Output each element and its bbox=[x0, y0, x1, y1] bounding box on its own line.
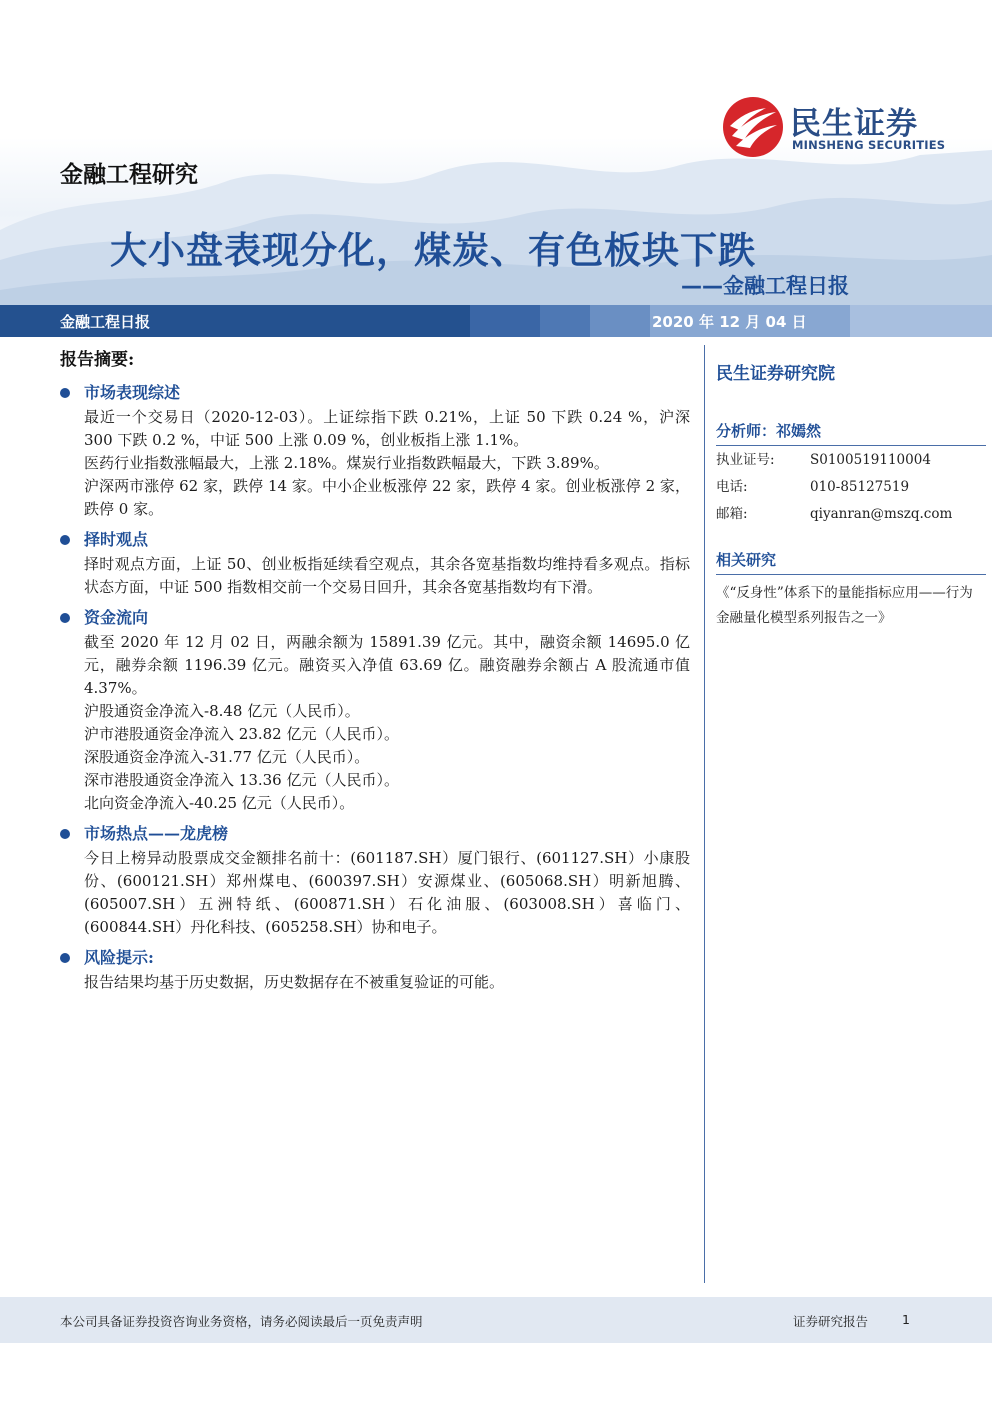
info-value: S0100519110004 bbox=[810, 452, 931, 468]
report-type-label: 金融工程日报 bbox=[60, 313, 151, 331]
page-number: 1 bbox=[902, 1312, 910, 1327]
bullet-icon bbox=[60, 953, 70, 963]
related-research-item[interactable]: 《“反身性”体系下的量能指标应用——行为金融量化模型系列报告之一》 bbox=[716, 585, 973, 626]
paragraph: 择时观点方面，上证 50、创业板指延续看空观点，其余各宽基指数均维持看多观点。指标状态方面，中证 500 指数相交前一个交易日回升，其余各宽基指数均有下滑。 bbox=[84, 555, 690, 596]
report-info-bar bbox=[0, 305, 992, 337]
summary-title: 报告摘要: bbox=[60, 350, 135, 370]
report-date: 2020 年 12 月 04 日 bbox=[652, 313, 807, 331]
paragraph: 深市港股通资金净流入 13.36 亿元（人民币）。 bbox=[84, 771, 399, 789]
logo-english-text: MINSHENG SECURITIES bbox=[792, 138, 946, 152]
report-subtitle: ——金融工程日报 bbox=[681, 274, 849, 298]
column-divider bbox=[704, 345, 705, 1283]
report-title: 大小盘表现分化，煤炭、有色板块下跌 bbox=[110, 229, 756, 272]
paragraph: 沪市港股通资金净流入 23.82 亿元（人民币）。 bbox=[84, 725, 399, 743]
paragraph: 报告结果均基于历史数据，历史数据存在不被重复验证的可能。 bbox=[84, 973, 505, 991]
paragraph: 最近一个交易日（2020-12-03）。上证综指下跌 0.21%，上证 50 下跌 0.24 %，沪深 300 下跌 0.2 %，中证 500 上涨 0.09 %，创业板指上涨 1.1%。 bbox=[84, 408, 690, 449]
info-row-email bbox=[716, 502, 986, 527]
section-heading: 资金流向 bbox=[60, 605, 690, 631]
paragraph: 截至 2020 年 12 月 02 日，两融余额为 15891.39 亿元。其中，融资余额 14695.0 亿元，融券余额 1196.39 亿元。融资买入净值 63.69 亿。融资融券余额占 A 股流通市值 4.37%。 bbox=[84, 633, 690, 697]
section-body bbox=[60, 406, 690, 521]
summary-column bbox=[60, 345, 690, 996]
paragraph: 北向资金净流入-40.25 亿元（人民币）。 bbox=[84, 794, 355, 812]
footer-disclaimer: 本公司具备证券投资咨询业务资格，请务必阅读最后一页免责声明 bbox=[60, 1314, 423, 1329]
info-label: 执业证号: bbox=[716, 452, 775, 468]
section-heading: 市场表现综述 bbox=[60, 380, 690, 406]
minsheng-logo-icon bbox=[722, 96, 784, 158]
section-body bbox=[60, 971, 690, 994]
section-market-overview bbox=[60, 380, 690, 521]
institute-name: 民生证券研究院 bbox=[716, 364, 835, 384]
section-heading: 风险提示: bbox=[60, 945, 690, 971]
info-row-phone bbox=[716, 475, 986, 500]
email-link[interactable]: qiyanran@mszq.com bbox=[810, 506, 953, 522]
section-body bbox=[60, 847, 690, 939]
section-heading: 市场热点——龙虎榜 bbox=[60, 821, 690, 847]
info-row-license bbox=[716, 448, 986, 473]
paragraph: 沪深两市涨停 62 家，跌停 14 家。中小企业板涨停 22 家，跌停 4 家。创业板涨停 2 家，跌停 0 家。 bbox=[84, 477, 690, 518]
logo-chinese-text: 民生证券 bbox=[790, 106, 918, 142]
paragraph: 今日上榜异动股票成交金额排名前十：(601187.SH）厦门银行、(601127.SH）小康股份、(600121.SH）郑州煤电、(600397.SH）安源煤业、(605068.SH）明新旭腾、(605007.SH）五洲特纸、(600871.SH）石化油服、(603008.SH）喜临门、(600844.SH）丹化科技、(605258.SH）协和电子。 bbox=[84, 849, 690, 936]
footer-doc-type: 证券研究报告 bbox=[793, 1314, 869, 1329]
paragraph: 深股通资金净流入-31.77 亿元（人民币）。 bbox=[84, 748, 370, 766]
section-body bbox=[60, 631, 690, 815]
section-body bbox=[60, 553, 690, 599]
info-value: 010-85127519 bbox=[810, 479, 910, 495]
bullet-icon bbox=[60, 613, 70, 623]
section-timing-view bbox=[60, 527, 690, 599]
bullet-icon bbox=[60, 388, 70, 398]
section-fund-flow bbox=[60, 605, 690, 815]
paragraph: 医药行业指数涨幅最大，上涨 2.18%。煤炭行业指数跌幅最大，下跌 3.89%。 bbox=[84, 454, 609, 472]
sidebar bbox=[716, 345, 986, 631]
page-footer bbox=[0, 1297, 992, 1343]
info-label: 邮箱: bbox=[716, 506, 748, 522]
section-dragon-tiger-list bbox=[60, 821, 690, 939]
report-header bbox=[0, 0, 992, 305]
bullet-icon bbox=[60, 829, 70, 839]
section-risk-warning bbox=[60, 945, 690, 994]
info-label: 电话: bbox=[716, 479, 748, 495]
minsheng-logo bbox=[722, 96, 952, 158]
section-title: 金融工程研究 bbox=[60, 162, 198, 188]
bullet-icon bbox=[60, 535, 70, 545]
section-heading: 择时观点 bbox=[60, 527, 690, 553]
related-research-heading: 相关研究 bbox=[716, 549, 986, 575]
paragraph: 沪股通资金净流入-8.48 亿元（人民币）。 bbox=[84, 702, 360, 720]
analyst-heading: 分析师：祁嫣然 bbox=[716, 420, 986, 446]
